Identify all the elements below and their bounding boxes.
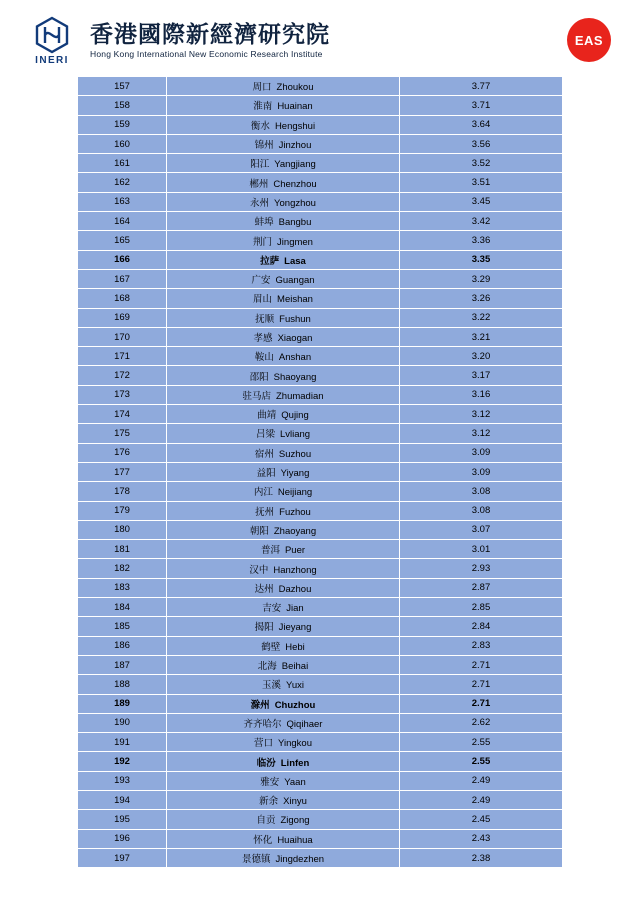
- table-row: [78, 134, 563, 153]
- city-name-en: Huainan: [277, 101, 313, 113]
- city-name-cn: 鹤壁: [261, 641, 281, 653]
- table-row: [78, 559, 563, 578]
- city-name-en: Shaoyang: [273, 371, 317, 383]
- city-name-en: Jian: [286, 603, 304, 615]
- cell-rank: 197: [78, 848, 167, 867]
- table-row: [78, 752, 563, 771]
- cell-rank: 162: [78, 173, 167, 192]
- cell-city: [167, 134, 400, 153]
- cell-rank: 188: [78, 675, 167, 694]
- eas-badge: EAS: [567, 18, 611, 62]
- cell-rank: 186: [78, 636, 167, 655]
- city-name-cn: 眉山: [253, 294, 273, 306]
- cell-rank: 171: [78, 347, 167, 366]
- table-row: [78, 385, 563, 404]
- cell-city: [167, 829, 400, 848]
- city-name-en: Neijiang: [277, 487, 313, 499]
- cell-value: 2.49: [400, 790, 563, 809]
- table-body: [78, 77, 563, 868]
- table-row: [78, 462, 563, 481]
- city-name-cn: 滁州: [250, 699, 270, 711]
- table-row: [78, 154, 563, 173]
- city-name-cn: 吉安: [262, 603, 282, 615]
- city-name-cn: 北海: [257, 661, 277, 673]
- cell-city: [167, 790, 400, 809]
- city-name-en: Linfen: [280, 757, 310, 769]
- city-name-cn: 广安: [251, 275, 271, 287]
- city-name-en: Yangjiang: [274, 159, 316, 171]
- table-row: [78, 269, 563, 288]
- cell-city: [167, 501, 400, 520]
- cell-value: 3.22: [400, 308, 563, 327]
- cell-city: [167, 96, 400, 115]
- city-name-en: Chuzhou: [274, 699, 316, 711]
- city-name-cn: 宿州: [254, 448, 274, 460]
- table-row: [78, 771, 563, 790]
- cell-city: [167, 482, 400, 501]
- cell-rank: 195: [78, 810, 167, 829]
- table-row: [78, 713, 563, 732]
- cell-city: [167, 636, 400, 655]
- cell-city: [167, 694, 400, 713]
- city-name-en: Fuzhou: [279, 506, 311, 518]
- cell-city: [167, 327, 400, 346]
- city-name-cn: 驻马店: [242, 390, 271, 402]
- city-name-en: Guangan: [275, 275, 315, 287]
- cell-rank: 172: [78, 366, 167, 385]
- cell-value: 3.52: [400, 154, 563, 173]
- table-row: [78, 598, 563, 617]
- city-name-en: Yongzhou: [274, 197, 316, 209]
- city-name-cn: 郴州: [249, 178, 269, 190]
- table-row: [78, 424, 563, 443]
- cell-value: 3.21: [400, 327, 563, 346]
- table-row: [78, 192, 563, 211]
- city-name-en: Puer: [284, 545, 306, 557]
- cell-city: [167, 713, 400, 732]
- cell-value: 3.17: [400, 366, 563, 385]
- cell-rank: 158: [78, 96, 167, 115]
- cell-value: 3.16: [400, 385, 563, 404]
- cell-value: 3.01: [400, 540, 563, 559]
- cell-value: 3.42: [400, 212, 563, 231]
- cell-rank: 196: [78, 829, 167, 848]
- table-row: [78, 96, 563, 115]
- cell-city: [167, 212, 400, 231]
- cell-rank: 184: [78, 598, 167, 617]
- cell-value: 3.09: [400, 462, 563, 481]
- city-name-cn: 拉萨: [260, 255, 280, 267]
- city-name-cn: 齐齐哈尔: [243, 718, 282, 730]
- table-row: [78, 173, 563, 192]
- cell-value: 3.29: [400, 269, 563, 288]
- organization-logo: [24, 16, 330, 66]
- logo-wordmark: INERI: [35, 55, 69, 66]
- organization-name-cn: 香港國際新經濟研究院: [90, 21, 330, 48]
- cell-city: [167, 848, 400, 867]
- cell-city: [167, 173, 400, 192]
- cell-value: 3.07: [400, 520, 563, 539]
- city-name-cn: 鞍山: [254, 352, 274, 364]
- table-row: [78, 347, 563, 366]
- cell-city: [167, 520, 400, 539]
- city-name-cn: 孝感: [253, 333, 273, 344]
- cell-city: [167, 192, 400, 211]
- cell-value: 3.26: [400, 289, 563, 308]
- city-name-en: Chenzhou: [273, 178, 317, 190]
- cell-value: 3.08: [400, 501, 563, 520]
- table-row: [78, 694, 563, 713]
- cell-rank: 179: [78, 501, 167, 520]
- cell-rank: 177: [78, 462, 167, 481]
- cell-city: [167, 810, 400, 829]
- cell-city: [167, 231, 400, 250]
- cell-rank: 161: [78, 154, 167, 173]
- city-name-cn: 益阳: [256, 468, 276, 480]
- cell-rank: 157: [78, 77, 167, 96]
- table-row: [78, 733, 563, 752]
- cell-city: [167, 655, 400, 674]
- cell-rank: 165: [78, 231, 167, 250]
- cell-value: 2.87: [400, 578, 563, 597]
- city-name-cn: 怀化: [253, 834, 273, 846]
- cell-value: 3.08: [400, 482, 563, 501]
- cell-value: 2.62: [400, 713, 563, 732]
- cell-city: [167, 733, 400, 752]
- table-row: [78, 289, 563, 308]
- city-name-en: Qujing: [281, 410, 309, 422]
- city-name-cn: 曲靖: [257, 410, 277, 422]
- city-name-cn: 淮南: [253, 101, 273, 113]
- cell-value: 3.36: [400, 231, 563, 250]
- city-name-cn: 永州: [250, 197, 270, 209]
- document-header: [0, 0, 635, 72]
- city-name-en: Dazhou: [278, 583, 312, 595]
- city-name-en: Jieyang: [278, 622, 312, 634]
- cell-rank: 194: [78, 790, 167, 809]
- cell-value: 2.38: [400, 848, 563, 867]
- cell-value: 2.45: [400, 810, 563, 829]
- cell-rank: 168: [78, 289, 167, 308]
- cell-rank: 169: [78, 308, 167, 327]
- cell-value: 2.71: [400, 675, 563, 694]
- cell-rank: 185: [78, 617, 167, 636]
- table-row: [78, 617, 563, 636]
- city-name-cn: 阳江: [250, 159, 270, 171]
- city-name-cn: 景德镇: [241, 854, 271, 866]
- city-name-en: Yiyang: [280, 468, 310, 480]
- city-name-en: Hengshui: [274, 120, 316, 132]
- city-name-cn: 营口: [254, 738, 274, 750]
- cell-rank: 174: [78, 405, 167, 424]
- table-row: [78, 540, 563, 559]
- cell-value: 3.09: [400, 443, 563, 462]
- city-name-en: Jinzhou: [278, 140, 312, 152]
- table-row: [78, 327, 563, 346]
- cell-rank: 187: [78, 655, 167, 674]
- city-name-en: Hanzhong: [273, 564, 317, 576]
- city-name-en: Yuxi: [286, 680, 304, 692]
- city-name-cn: 汉中: [249, 564, 269, 576]
- cell-rank: 167: [78, 269, 167, 288]
- cell-city: [167, 771, 400, 790]
- cell-city: [167, 443, 400, 462]
- cell-value: 2.84: [400, 617, 563, 636]
- hexagon-logo-icon: [33, 16, 71, 54]
- city-name-cn: 普洱: [260, 545, 280, 557]
- city-name-cn: 雅安: [260, 776, 280, 788]
- cell-value: 3.64: [400, 115, 563, 134]
- city-name-en: Zhaoyang: [273, 525, 317, 537]
- city-name-en: Lvliang: [279, 429, 311, 441]
- cell-value: 3.45: [400, 192, 563, 211]
- city-ranking-table-wrap: [77, 76, 559, 868]
- table-row: [78, 848, 563, 867]
- table-row: [78, 578, 563, 597]
- cell-rank: 164: [78, 212, 167, 231]
- city-name-en: Yaan: [284, 776, 306, 788]
- cell-city: [167, 154, 400, 173]
- table-row: [78, 520, 563, 539]
- cell-value: 2.43: [400, 829, 563, 848]
- cell-city: [167, 250, 400, 269]
- cell-value: 3.35: [400, 250, 563, 269]
- cell-value: 2.49: [400, 771, 563, 790]
- city-name-en: Lasa: [284, 255, 306, 267]
- table-row: [78, 675, 563, 694]
- city-name-cn: 抚州: [255, 506, 275, 518]
- cell-value: 3.51: [400, 173, 563, 192]
- city-name-en: Huaihua: [277, 834, 313, 846]
- table-row: [78, 308, 563, 327]
- cell-rank: 181: [78, 540, 167, 559]
- city-name-en: Zhoukou: [276, 82, 314, 94]
- city-name-en: Bangbu: [278, 217, 312, 229]
- cell-city: [167, 269, 400, 288]
- city-name-en: Suzhou: [278, 448, 312, 460]
- city-name-cn: 玉溪: [262, 680, 282, 692]
- city-name-cn: 达州: [254, 583, 274, 595]
- cell-city: [167, 308, 400, 327]
- city-name-cn: 揭阳: [254, 622, 274, 634]
- cell-rank: 176: [78, 443, 167, 462]
- cell-rank: 178: [78, 482, 167, 501]
- cell-city: [167, 405, 400, 424]
- cell-value: 2.93: [400, 559, 563, 578]
- city-name-cn: 衡水: [250, 120, 270, 132]
- cell-value: 2.71: [400, 655, 563, 674]
- city-name-en: Xinyu: [283, 796, 307, 808]
- cell-value: 3.12: [400, 405, 563, 424]
- city-name-en: Zhumadian: [275, 390, 324, 402]
- table-row: [78, 212, 563, 231]
- cell-rank: 173: [78, 385, 167, 404]
- cell-city: [167, 462, 400, 481]
- table-row: [78, 443, 563, 462]
- cell-city: [167, 540, 400, 559]
- city-name-cn: 自贡: [256, 815, 276, 827]
- table-row: [78, 250, 563, 269]
- city-name-cn: 朝阳: [249, 525, 269, 537]
- cell-city: [167, 424, 400, 443]
- cell-city: [167, 598, 400, 617]
- city-name-en: Xiaogan: [277, 333, 313, 344]
- cell-city: [167, 617, 400, 636]
- city-name-en: Jingdezhen: [275, 854, 325, 866]
- city-name-cn: 周口: [252, 82, 272, 94]
- cell-value: 3.20: [400, 347, 563, 366]
- table-row: [78, 655, 563, 674]
- cell-value: 2.85: [400, 598, 563, 617]
- city-name-en: Qiqihaer: [286, 718, 323, 730]
- cell-value: 3.12: [400, 424, 563, 443]
- table-row: [78, 482, 563, 501]
- cell-value: 2.55: [400, 752, 563, 771]
- cell-rank: 166: [78, 250, 167, 269]
- cell-rank: 183: [78, 578, 167, 597]
- table-row: [78, 366, 563, 385]
- city-name-cn: 邵阳: [249, 371, 269, 383]
- cell-value: 2.55: [400, 733, 563, 752]
- city-name-en: Beihai: [281, 661, 309, 673]
- city-name-cn: 吕梁: [255, 429, 275, 441]
- cell-city: [167, 675, 400, 694]
- city-name-en: Zigong: [280, 815, 310, 827]
- organization-name-en: Hong Kong International New Economic Research Institute: [90, 49, 323, 60]
- cell-rank: 175: [78, 424, 167, 443]
- cell-value: 3.71: [400, 96, 563, 115]
- cell-rank: 191: [78, 733, 167, 752]
- city-name-en: Jingmen: [277, 236, 313, 248]
- table-row: [78, 810, 563, 829]
- cell-value: 3.56: [400, 134, 563, 153]
- organization-names: [90, 22, 330, 60]
- table-row: [78, 115, 563, 134]
- cell-city: [167, 289, 400, 308]
- cell-city: [167, 385, 400, 404]
- table-row: [78, 231, 563, 250]
- city-name-cn: 内江: [253, 487, 273, 499]
- cell-value: 2.83: [400, 636, 563, 655]
- city-name-cn: 抚顺: [255, 313, 275, 325]
- cell-value: 2.71: [400, 694, 563, 713]
- city-name-cn: 锦州: [254, 140, 274, 152]
- cell-city: [167, 559, 400, 578]
- cell-city: [167, 578, 400, 597]
- cell-city: [167, 752, 400, 771]
- city-ranking-table: [77, 76, 563, 868]
- cell-rank: 192: [78, 752, 167, 771]
- cell-rank: 193: [78, 771, 167, 790]
- cell-city: [167, 366, 400, 385]
- cell-rank: 182: [78, 559, 167, 578]
- city-name-cn: 蚌埠: [254, 217, 274, 229]
- cell-rank: 189: [78, 694, 167, 713]
- cell-rank: 163: [78, 192, 167, 211]
- city-name-en: Yingkou: [278, 738, 312, 750]
- city-name-en: Meishan: [277, 294, 313, 306]
- cell-city: [167, 115, 400, 134]
- table-row: [78, 829, 563, 848]
- table-row: [78, 636, 563, 655]
- table-row: [78, 77, 563, 96]
- cell-rank: 159: [78, 115, 167, 134]
- city-name-en: Hebi: [285, 641, 305, 653]
- city-name-cn: 临汾: [256, 757, 276, 769]
- cell-city: [167, 347, 400, 366]
- table-row: [78, 405, 563, 424]
- city-name-en: Anshan: [278, 352, 312, 364]
- cell-city: [167, 77, 400, 96]
- city-name-en: Fushun: [279, 313, 311, 325]
- cell-value: 3.77: [400, 77, 563, 96]
- city-name-cn: 新余: [259, 796, 279, 808]
- ineri-logo-mark: [24, 16, 80, 66]
- cell-rank: 160: [78, 134, 167, 153]
- cell-rank: 170: [78, 327, 167, 346]
- cell-rank: 190: [78, 713, 167, 732]
- table-row: [78, 501, 563, 520]
- cell-rank: 180: [78, 520, 167, 539]
- city-name-cn: 荆门: [253, 236, 273, 248]
- table-row: [78, 790, 563, 809]
